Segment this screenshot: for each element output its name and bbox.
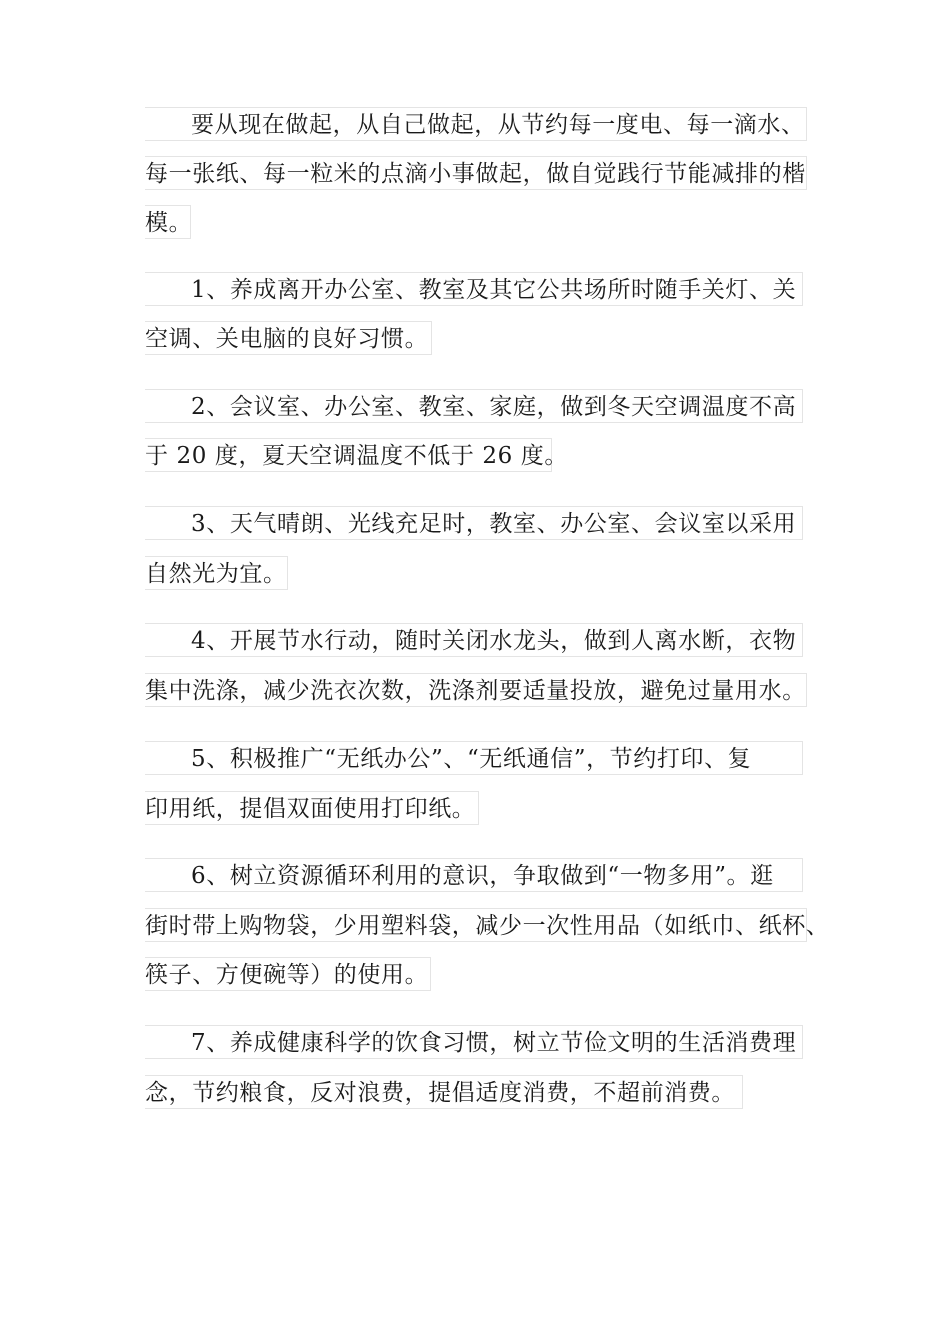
paragraph-line: 要从现在做起，从自己做起，从节约每一度电、每一滴水、	[145, 107, 807, 141]
paragraph-line: 2、会议室、办公室、教室、家庭，做到冬天空调温度不高	[145, 389, 803, 423]
paragraph-line: 印用纸，提倡双面使用打印纸。	[145, 791, 479, 825]
paragraph-line: 自然光为宜。	[145, 556, 288, 590]
paragraph-line: 6、树立资源循环利用的意识，争取做到“一物多用”。逛	[145, 858, 803, 892]
paragraph-line: 7、养成健康科学的饮食习惯，树立节俭文明的生活消费理	[145, 1025, 803, 1059]
paragraph-line: 模。	[145, 205, 191, 239]
paragraph-line: 集中洗涤，减少洗衣次数，洗涤剂要适量投放，避免过量用水。	[145, 673, 807, 707]
paragraph-line: 1、养成离开办公室、教室及其它公共场所时随手关灯、关	[145, 272, 803, 306]
paragraph-line: 于 20 度，夏天空调温度不低于 26 度。	[145, 438, 552, 472]
paragraph-line: 3、天气晴朗、光线充足时，教室、办公室、会议室以采用	[145, 506, 803, 540]
paragraph-line: 筷子、方便碗等）的使用。	[145, 957, 431, 991]
paragraph-line: 街时带上购物袋，少用塑料袋，减少一次性用品（如纸巾、纸杯、	[145, 908, 807, 942]
paragraph-line: 4、开展节水行动，随时关闭水龙头，做到人离水断，衣物	[145, 623, 803, 657]
paragraph-line: 念，节约粮食，反对浪费，提倡适度消费，不超前消费。	[145, 1075, 743, 1109]
paragraph-line: 空调、关电脑的良好习惯。	[145, 321, 432, 355]
paragraph-line: 5、积极推广“无纸办公”、“无纸通信”，节约打印、复	[145, 741, 803, 775]
paragraph-line: 每一张纸、每一粒米的点滴小事做起，做自觉践行节能减排的楷	[145, 156, 807, 190]
